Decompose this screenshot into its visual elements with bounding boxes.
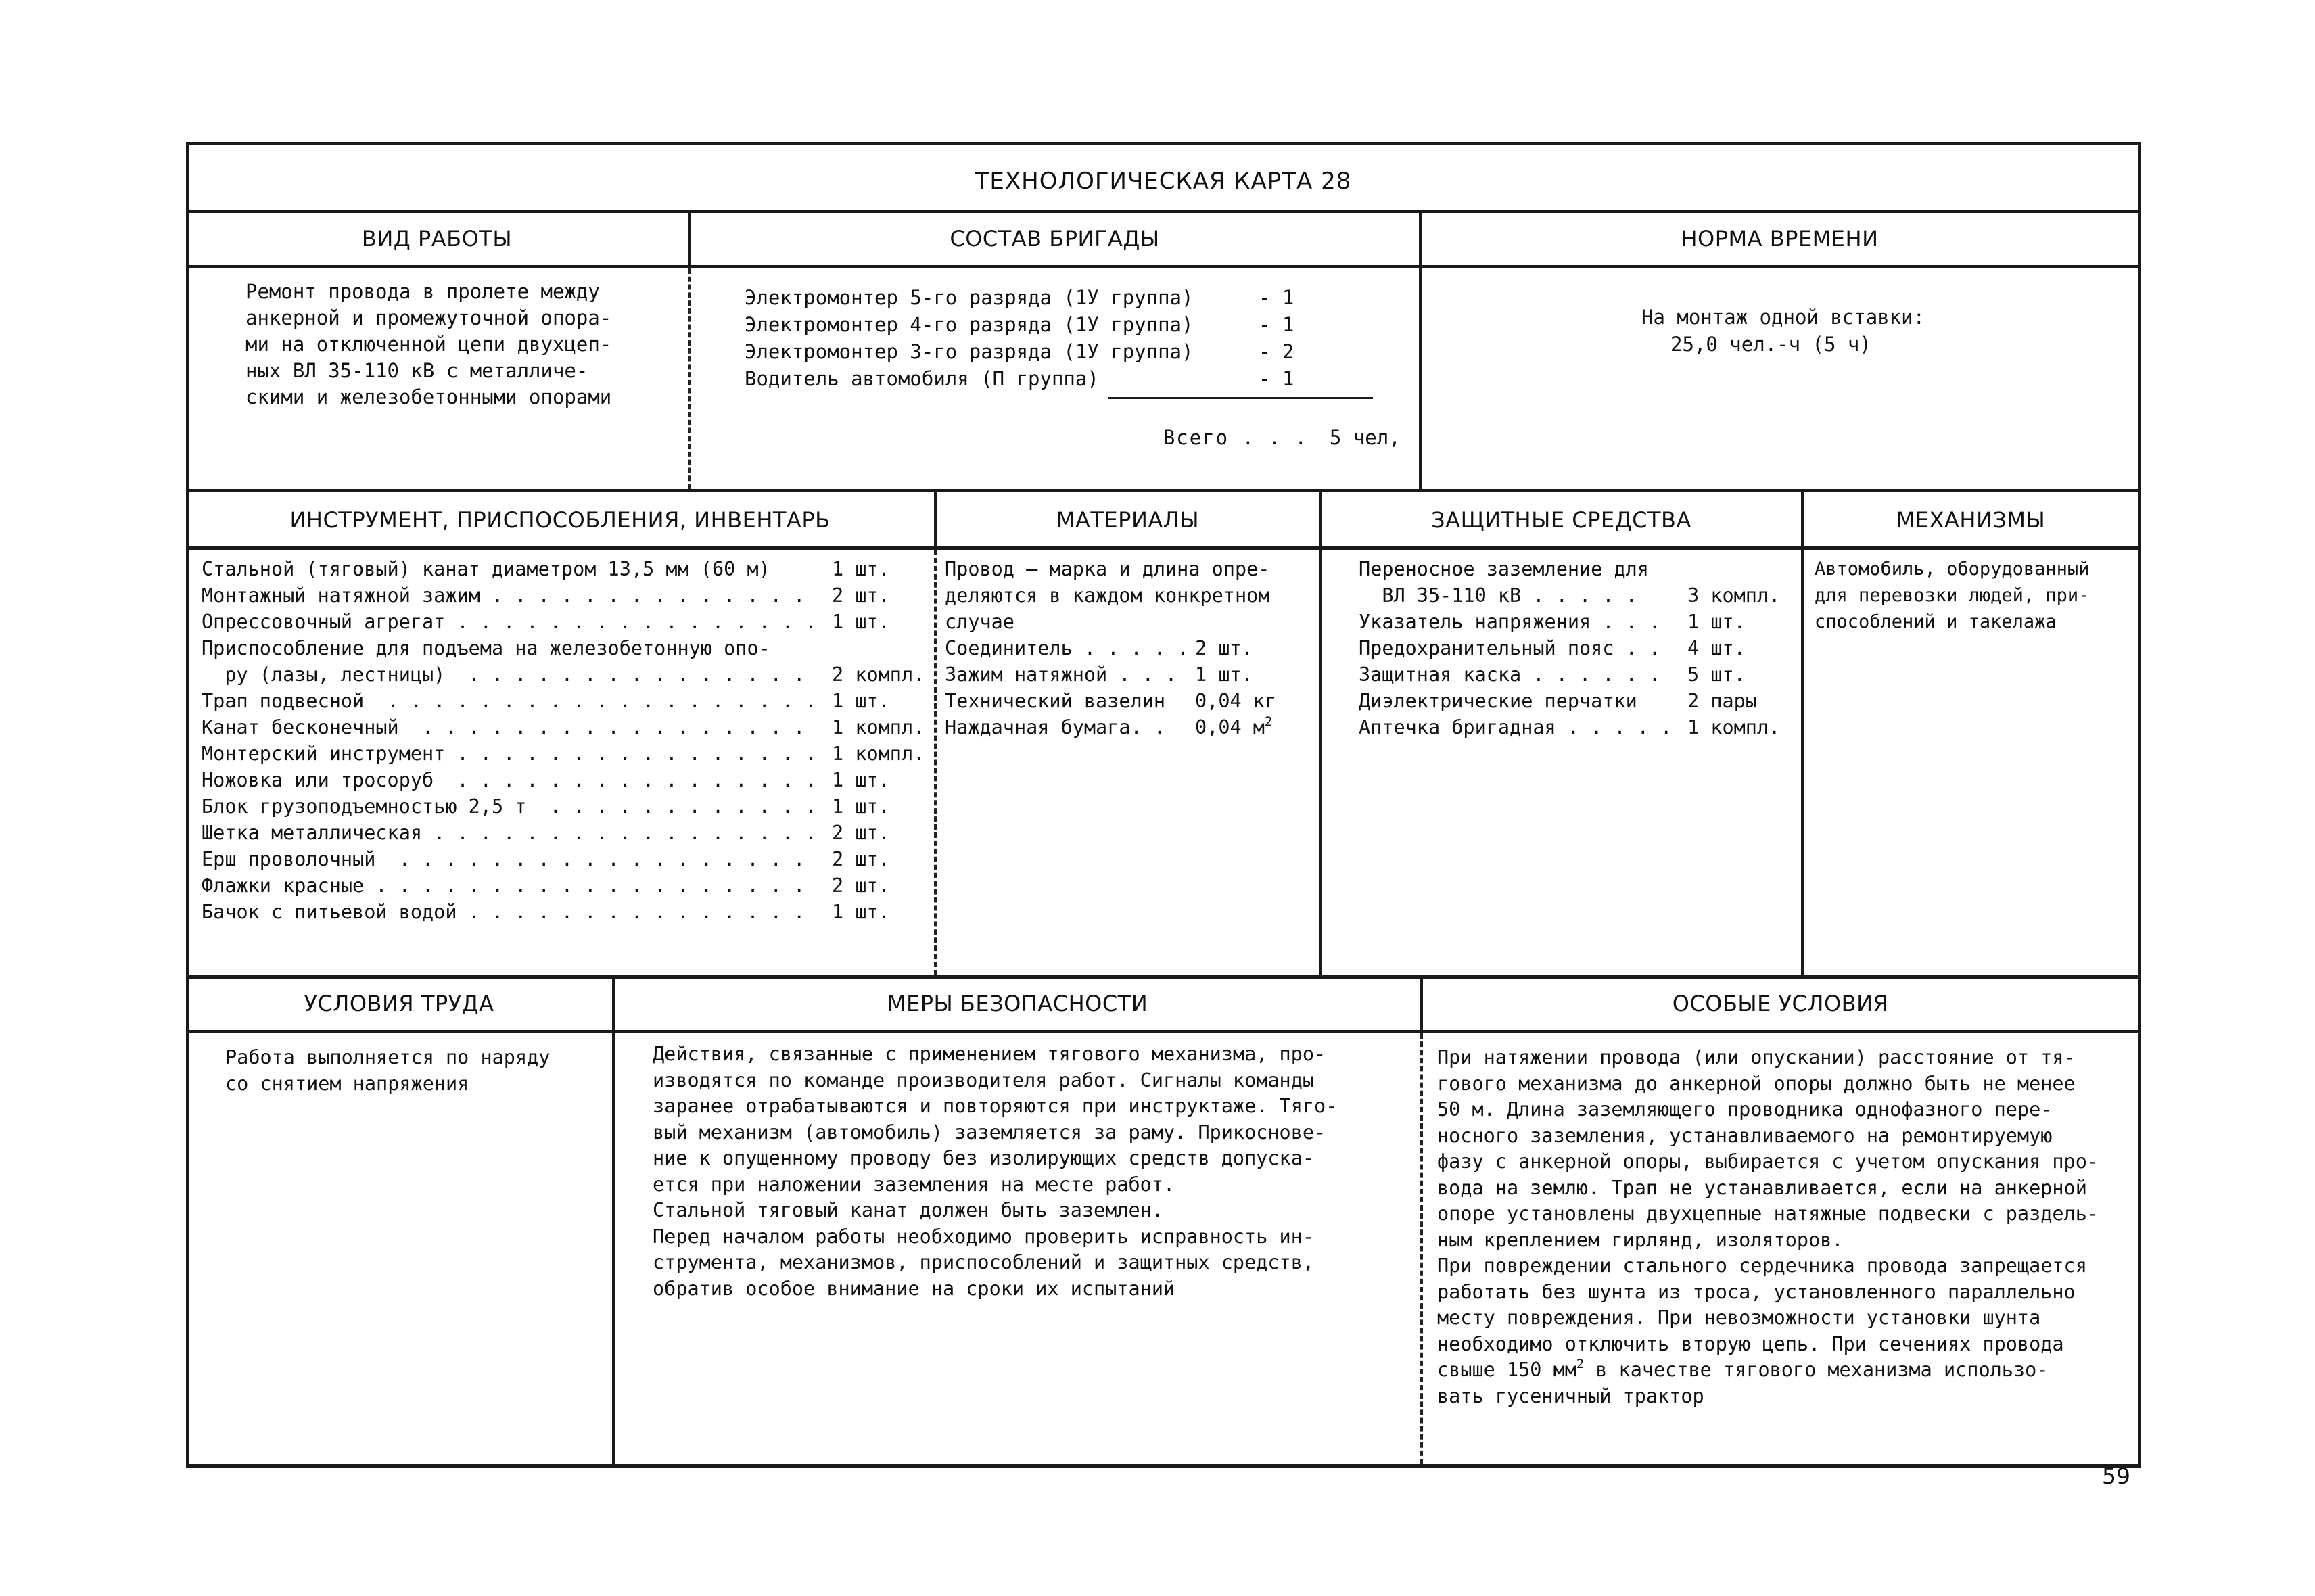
card-title: ТЕХНОЛОГИЧЕСКАЯ КАРТА 28 <box>975 168 1352 195</box>
list-item: Стальной (тяговый) канат диаметром 13,5 мм (60 м) 1 шт. <box>202 558 890 580</box>
time-norm-line2: 25,0 чел.-ч (5 ч) <box>1670 333 1871 356</box>
special-text: При натяжении провода (или опускании) расстояние от тя- гового механизма до анкерной опоры должно быть не менее 50 м. Длина заземляющего проводника однофазного пере- носного заземления, устанавливаемого на ремонтируемую фазу с анкерной опоры, выбирается с учетом опускания про- вода на землю. Трап не устанавливается, если на анкерной опоре установлены двухцепные натяжные подвески с раздель- ным креплением гирлянд, изоляторов. При повреждении стального сердечника провода запрещается работать без шунта из троса, установленного параллельно месту повреждения. При невозможности установки шунта необходимо отключить вторую цепь. При сечениях провода свыше 150 $мм^2$ в качестве тягового механизма использо- вать гусеничный трактор <box>1437 1046 2099 1407</box>
brigade-row: Электромонтер 5-го разряда (1У группа) - 1 <box>745 286 1294 309</box>
protective-list <box>1359 556 1780 741</box>
list-item: Защитная каска . . . . . . 5 шт. <box>1359 663 1746 686</box>
brigade-list <box>745 284 1294 392</box>
list-item: Бачок с питьевой водой . . . . . . . . . . . . . . . 1 шт. <box>202 901 890 923</box>
list-item: Шетка металлическая . . . . . . . . . . . . . . . . . 2 шт. <box>202 822 890 844</box>
list-item: Диэлектрические перчатки 2 пары <box>1359 690 1757 712</box>
list-item: Технический вазелин 0,04 кг <box>945 690 1277 712</box>
brigade-total: Всего . . . 5 чел, <box>1163 426 1401 449</box>
mechanisms-list: Автомобиль, оборудованный для перевозки людей, при- способлений и такелажа <box>1815 559 2090 632</box>
page-number: 59 <box>2102 1463 2130 1489</box>
brigade-total-rule <box>1108 397 1373 399</box>
divider-r3-b-dash <box>1420 1033 1423 1464</box>
list-item: Блок грузоподъемностью 2,5 т . . . . . . . . . . . . 1 шт. <box>202 795 890 818</box>
list-item: Соединитель . . . . . 2 шт. <box>945 637 1253 659</box>
header-brigade: СОСТАВ БРИГАДЫ <box>950 226 1160 252</box>
list-item: Монтерский инструмент . . . . . . . . . . . . . . . . 1 компл. <box>202 743 925 765</box>
header-conditions: УСЛОВИЯ ТРУДА <box>304 991 494 1016</box>
header-time-norm: НОРМА ВРЕМЕНИ <box>1681 226 1879 252</box>
divider-r3-a <box>612 975 615 1468</box>
frame-bottom <box>186 1464 2141 1468</box>
divider-r2-a-dash <box>934 550 937 975</box>
header-protective: ЗАЩИТНЫЕ СРЕДСТВА <box>1431 507 1691 533</box>
list-item: Монтажный натяжной зажим . . . . . . . . . . . . . . 2 шт. <box>202 584 890 607</box>
rule-title <box>186 210 2141 213</box>
header-mechanisms: МЕХАНИЗМЫ <box>1896 507 2046 533</box>
list-item: Ножовка или тросоруб . . . . . . . . . . . . . . . . 1 шт. <box>202 769 890 791</box>
list-item: Ерш проволочный . . . . . . . . . . . . . . . . . . 2 шт. <box>202 848 890 870</box>
list-item: Переносное заземление для <box>1359 558 1649 580</box>
tools-list <box>202 556 925 925</box>
list-item: Канат бесконечный . . . . . . . . . . . . . . . . . 1 компл. <box>202 716 925 738</box>
frame-right <box>2138 142 2141 1468</box>
list-item: Аптечка бригадная . . . . . 1 компл. <box>1359 716 1781 738</box>
brigade-row: Электромонтер 4-го разряда (1У группа) - 1 <box>745 313 1294 336</box>
list-item: Флажки красные . . . . . . . . . . . . . . . . . . . 2 шт. <box>202 874 890 897</box>
work-type-text: Ремонт провода в пролете между анкерной и промежуточной опора- ми на отключенной цепи двухцеп- ных ВЛ 35-110 кВ с металличе- скими и железобетонными опорами <box>245 280 612 408</box>
conditions-text: Работа выполняется по наряду со снятием напряжения <box>225 1046 551 1095</box>
time-norm-line1: На монтаж одной вставки: <box>1641 306 1925 329</box>
header-tools: ИНСТРУМЕНТ, ПРИСПОСОБЛЕНИЯ, ИНВЕНТАРЬ <box>289 507 831 533</box>
safety-text: Действия, связанные с применением тягового механизма, про- изводятся по команде производителя работ. Сигналы команды заранее отрабатываются и повторяются при инструктаже. Тяго- вый механизм (автомобиль) заземляется за раму. Прикоснове- ние к опущенному проводу без изолирующих средств допуска- ется при наложении заземления на месте работ. Стальной тяговый канат должен быть заземлен. Перед началом работы необходимо проверить исправность ин- струмента, механизмов, приспособлений и защитных средств, обратив особое внимание на сроки их испытаний <box>653 1043 1338 1300</box>
rule-section2 <box>186 489 2141 492</box>
rule-hdr1 <box>186 265 2141 268</box>
rule-section3 <box>186 975 2141 979</box>
divider-r1-a-dash <box>688 268 691 489</box>
list-item: Опрессовочный агрегат . . . . . . . . . . . . . . . . 1 шт. <box>202 611 890 633</box>
brigade-row: Электромонтер 3-го разряда (1У группа) - 2 <box>745 340 1294 363</box>
divider-r2-c <box>1801 489 1804 975</box>
header-special: ОСОБЫЕ УСЛОВИЯ <box>1672 991 1889 1016</box>
rule-hdr2 <box>186 546 2141 550</box>
divider-r2-b <box>1319 489 1322 975</box>
list-item: ру (лазы, лестницы) . . . . . . . . . . . . . . . 2 компл. <box>202 663 925 686</box>
header-safety: МЕРЫ БЕЗОПАСНОСТИ <box>887 991 1148 1016</box>
rule-hdr3 <box>186 1030 2141 1033</box>
materials-list: Провод — марка и длина опре- деляются в каждом конкретном случае Соединитель . . . . . 2 шт. Зажим натяжной . . . 1 шт. Технический вазелин 0,04 кг Наждачная бумага. . 0,04 $м^2$ <box>945 556 1276 741</box>
header-materials: МАТЕРИАЛЫ <box>1056 507 1200 533</box>
frame-top <box>186 142 2141 145</box>
header-work-type: ВИД РАБОТЫ <box>361 226 513 252</box>
list-item: Наждачная бумага. . 0,04 $м^2$ <box>945 715 1273 738</box>
frame-left <box>186 142 189 1468</box>
list-item: Трап подвесной . . . . . . . . . . . . . . . . . . . 1 шт. <box>202 690 890 712</box>
technological-card <box>186 142 2141 1468</box>
list-item: Зажим натяжной . . . 1 шт. <box>945 663 1253 686</box>
list-item: Приспособление для подъема на железобетонную опо- <box>202 637 770 659</box>
brigade-row: Водитель автомобиля (П группа) - 1 <box>745 367 1294 390</box>
list-item: Предохранительный пояс . . 4 шт. <box>1359 637 1746 659</box>
list-item: Указатель напряжения . . . 1 шт. <box>1359 611 1746 633</box>
list-item: ВЛ 35-110 кВ . . . . . 3 компл. <box>1359 584 1781 607</box>
